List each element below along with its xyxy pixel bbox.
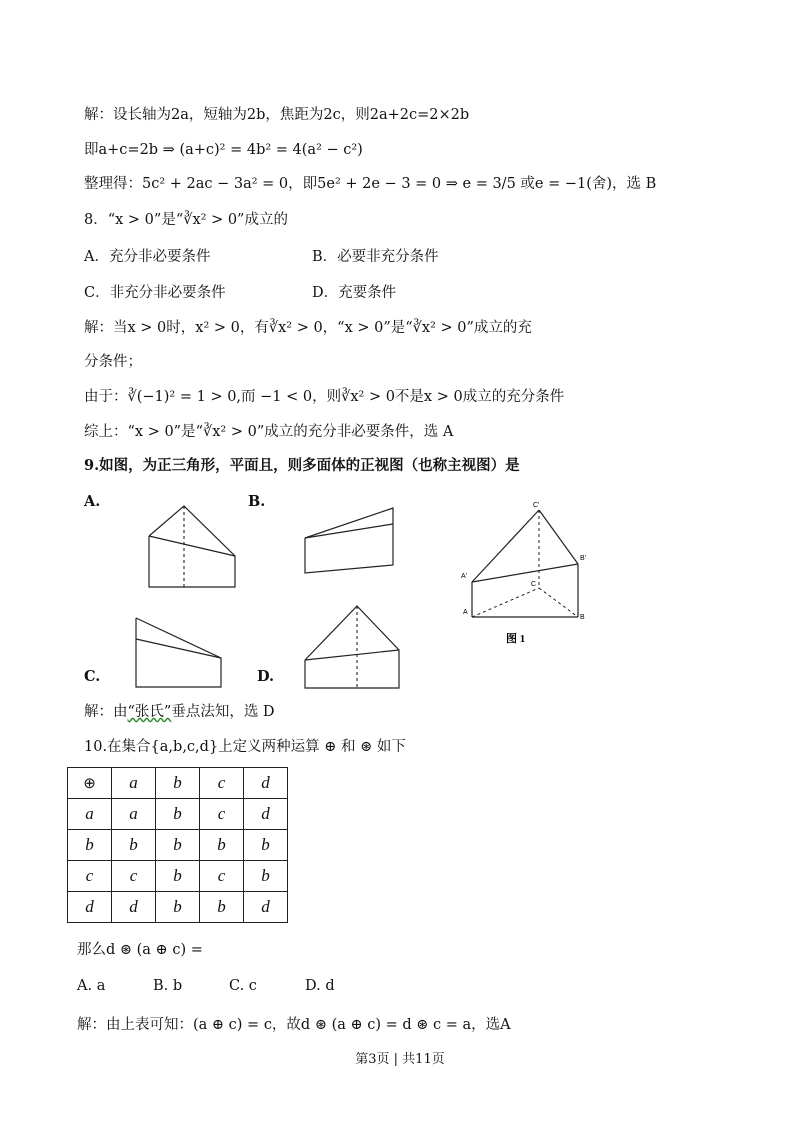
operation-table (67, 767, 288, 923)
page-footer: 第3页 | 共11页 (355, 1052, 445, 1067)
table-cell: d (244, 799, 288, 830)
table-row (68, 861, 288, 892)
table-cell: b (156, 892, 200, 923)
table-row (68, 768, 288, 799)
q9-solution (84, 702, 275, 722)
table-cell: c (200, 861, 244, 892)
vertex-label-a-prime: A' (461, 573, 468, 580)
table-row (68, 892, 288, 923)
q8-solution-line2: 分条件； (84, 354, 142, 370)
vertex-label-c: C (531, 581, 537, 588)
table-cell: b (156, 861, 200, 892)
table-cell: a (112, 768, 156, 799)
q9-option-a-figure (146, 503, 241, 588)
table-cell: b (156, 768, 200, 799)
q8-solution-line4: 综上：“x > 0”是“∛x² > 0”成立的充分非必要条件，选 A (84, 424, 454, 440)
q8-option-a: A．充分非必要条件 (84, 249, 211, 265)
q8-option-d: D．充要条件 (312, 285, 397, 301)
q7-solution-line3: 整理得：5c² + 2ac − 3a² = 0，即5e² + 2e − 3 = 0 ⇒ e = 3/5 或e = −1(舍)，选 B (84, 176, 657, 192)
q10-option-b: B. b (153, 978, 183, 994)
vertex-label-b: B (580, 614, 585, 621)
figure-caption: 图 1 (506, 633, 526, 645)
table-cell: b (156, 799, 200, 830)
table-cell: d (68, 892, 112, 923)
q9-figure-1 (458, 500, 598, 650)
table-cell: d (112, 892, 156, 923)
q9-stem: 9.如图，为正三角形，平面且，则多面体的正视图（也称主视图）是 (84, 457, 520, 474)
q10-option-d: D. d (305, 978, 335, 994)
q9-option-b-figure (302, 505, 397, 575)
table-cell: a (112, 799, 156, 830)
q9-solution-quote: “张氏” (127, 704, 172, 720)
q8-option-c: C．非充分非必要条件 (84, 285, 226, 301)
q9-label-a: A. (84, 493, 101, 510)
q9-label-d: D. (257, 668, 275, 685)
table-cell: d (244, 768, 288, 799)
q8-stem: 8．“x > 0”是“∛x² > 0”成立的 (84, 212, 288, 228)
table-cell: b (68, 830, 112, 861)
q8-solution-line3: 由于：∛(−1)² = 1 > 0,而 −1 < 0，则∛x² > 0不是x > 0成立的充分条件 (84, 389, 565, 405)
table-cell: b (156, 830, 200, 861)
q9-option-c-figure (133, 615, 225, 690)
table-cell: c (112, 861, 156, 892)
q10-option-a: A. a (77, 978, 106, 994)
q7-solution-line2: 即a+c=2b ⇒ (a+c)² = 4b² = 4(a² − c²) (84, 142, 363, 158)
q9-solution-suffix: 垂点法知，选 D (171, 704, 275, 720)
table-cell: c (200, 799, 244, 830)
table-cell: b (200, 830, 244, 861)
q10-stem: 10.在集合{a,b,c,d}上定义两种运算 ⊕ 和 ⊛ 如下 (84, 739, 406, 755)
q8-option-b: B．必要非充分条件 (312, 249, 439, 265)
table-cell: b (244, 830, 288, 861)
vertex-label-c-prime: C' (533, 502, 540, 509)
q9-label-c: C. (84, 668, 101, 685)
table-cell: c (200, 768, 244, 799)
vertex-label-a: A (463, 609, 468, 616)
q8-solution-line1: 解：当x > 0时，x² > 0，有∛x² > 0，“x > 0”是“∛x² > 0”成立的充 (84, 320, 532, 336)
table-cell: ⊕ (68, 768, 112, 799)
q9-label-b: B. (248, 493, 266, 510)
q10-option-c: C. c (229, 978, 257, 994)
table-cell: b (112, 830, 156, 861)
table-cell: b (244, 861, 288, 892)
vertex-label-b-prime: B' (580, 555, 587, 562)
table-row (68, 799, 288, 830)
table-cell: b (200, 892, 244, 923)
table-cell: d (244, 892, 288, 923)
table-cell: c (68, 861, 112, 892)
q10-solution: 解：由上表可知：(a ⊕ c) = c，故d ⊛ (a ⊕ c) = d ⊛ c = a，选A (77, 1017, 511, 1033)
table-cell: a (68, 799, 112, 830)
q10-question: 那么d ⊛ (a ⊕ c) = (77, 942, 203, 958)
q9-solution-prefix: 解：由 (84, 704, 128, 720)
q9-option-d-figure (302, 603, 402, 691)
q7-solution-line1: 解：设长轴为2a，短轴为2b，焦距为2c，则2a+2c=2×2b (84, 107, 470, 123)
table-row (68, 830, 288, 861)
